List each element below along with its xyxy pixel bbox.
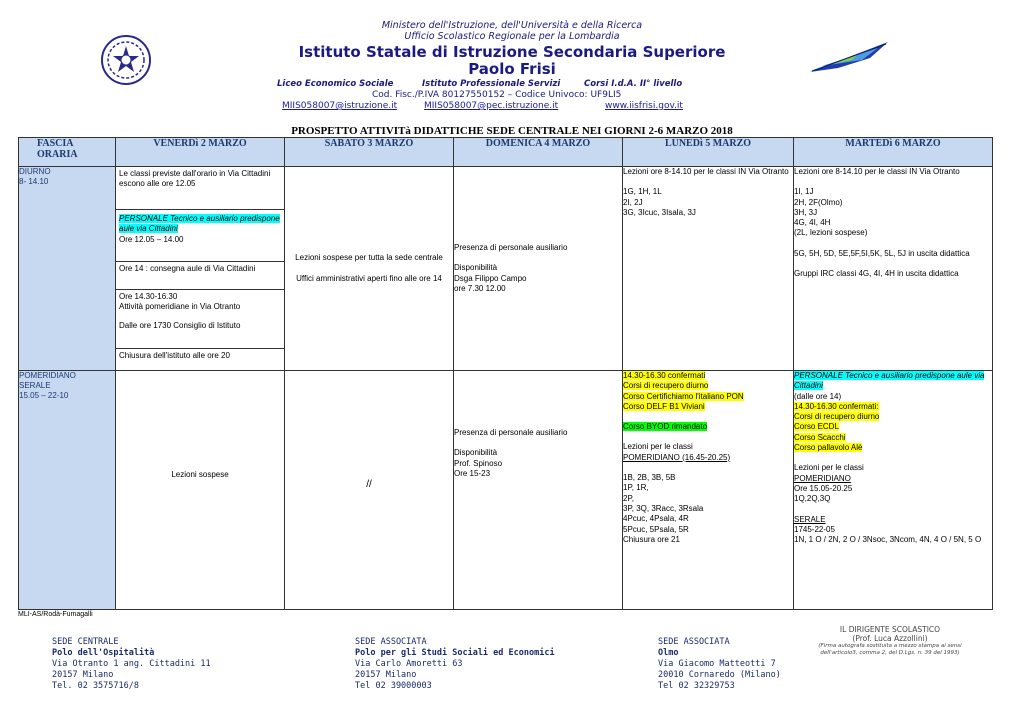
lun-pom-classi-2: 1P, 1R, [623, 483, 649, 493]
mar-pom-recupero: Corsi di recupero diurno [794, 412, 880, 422]
dirigente-name: (Prof. Luca Azzollini) [852, 634, 928, 643]
sede-centrale-address: Via Otranto 1 ang. Cittadini 11 [52, 659, 211, 669]
sede-associata-1-address: Via Carlo Amoretti 63 [355, 659, 463, 669]
ministry-line: Ministero dell'Istruzione, dell'Università e della Ricerca [381, 20, 643, 31]
sede-associata-2-title: SEDE ASSOCIATA [658, 637, 730, 647]
lun-pom-orario: POMERIDIANO (16.45-20.25) [623, 452, 731, 462]
fascia-pomeridiano-label: POMERIDIANO [19, 371, 76, 380]
footer-sede-centrale [52, 637, 211, 692]
ven-box-1 [116, 167, 284, 210]
cell-diurno-venerdi [116, 167, 285, 371]
ven-pom-sospese: Lezioni sospese [171, 469, 229, 479]
ven-consiglio: Dalle ore 1730 Consiglio di Istituto [119, 320, 241, 330]
cell-pom-venerdi [116, 371, 285, 610]
sede-associata-2-name: Olmo [658, 648, 679, 658]
lun-pom-recupero: Corsi di recupero diurno [623, 381, 709, 391]
sede-associata-1-city: 20157 Milano [355, 670, 417, 680]
sede-centrale-name: Polo dell'Ospitalità [52, 648, 155, 658]
mar-serale-classi: 1N, 1 O / 2N, 2 O / 3Nsoc, 3Ncom, 4N, 4 O / 5N, 5 O [794, 535, 982, 545]
sab-uffici: Uffici amministrativi aperti fino alle ore 14 [296, 273, 442, 283]
sede-associata-1-title: SEDE ASSOCIATA [355, 637, 427, 647]
dom-dsga: Dsga Filippo Campo [454, 273, 527, 283]
mar-pom-classi: 1Q,2Q,3Q [794, 494, 831, 504]
signature-note: (Firma autografa sostituita a mezzo stampa ai sensi dell'articolo3, comma 2, del D.Lgs. n. 39 del 1993) [818, 643, 962, 656]
ven-pomeriggio-activity: Attività pomeridiane in Via Otranto [119, 302, 241, 312]
mar-serale: SERALE [794, 514, 826, 524]
sede-associata-1-name: Polo per gli Studi Sociali ed Economici [355, 648, 555, 658]
cell-pom-sabato [285, 371, 454, 610]
lun-pom-lezioni: Lezioni per le classi [623, 442, 693, 452]
lun-pom-certifichiamo: Corso Certifichiamo l'italiano PON [623, 391, 744, 401]
lun-pom-classi-1: 1B, 2B, 3B, 5B [623, 473, 676, 483]
course-ida: Corsi I.d.A. II° livello [584, 79, 683, 89]
fiscal-codes: Cod. Fisc./P.IVA 80127550152 – Codice Univoco: UF9LI5 [372, 90, 622, 100]
mar-pom-scacchi: Corso Scacchi [794, 432, 846, 442]
ven-personale-highlight: PERSONALE Tecnico e ausiliario predispone aule via Cittadini [119, 214, 280, 234]
ven-box-4 [116, 290, 284, 349]
table-row-diurno [19, 167, 993, 371]
mar-classi-4: 4G, 4I, 4H [794, 218, 831, 228]
dom-pom-orario: Ore 15-23 [454, 468, 491, 478]
cell-pom-martedi [794, 371, 993, 610]
fascia-pomeridiano-hours: 15.05 – 22-10 [19, 391, 69, 400]
header-lunedi: LUNEDì 5 MARZO [623, 138, 794, 167]
letterhead [0, 20, 1024, 78]
mar-pom-dalle: (dalle ore 14) [794, 391, 842, 401]
mar-2l-sospese: (2L, lezioni sospese) [794, 228, 868, 238]
sede-associata-1-phone: Tel 02 39000003 [355, 681, 432, 691]
header-domenica: DOMENICA 4 MARZO [454, 138, 623, 167]
header-fascia: FASCIA ORARIA [19, 138, 116, 167]
office-line: Ufficio Scolastico Regionale per la Lombardia [404, 31, 620, 42]
mar-uscita-5: 5G, 5H, 5D, 5E,5F,5I,5K, 5L, 5J in uscita didattica [794, 248, 970, 258]
dom-orario: ore 7.30 12.00 [454, 283, 506, 293]
mar-irc: Gruppi IRC classi 4G, 4I, 4H in uscita didattica [794, 269, 959, 279]
cell-diurno-domenica [454, 167, 623, 371]
sede-centrale-title: SEDE CENTRALE [52, 637, 119, 647]
schedule-table [18, 137, 993, 610]
cell-diurno-sabato [285, 167, 454, 371]
dom-pom-prof: Prof. Spinoso [454, 458, 503, 468]
dom-pom-disponibilita: Disponibilità [454, 448, 498, 458]
cell-pom-lunedi [623, 371, 794, 610]
mar-pom-personale: PERSONALE Tecnico e ausiliario predispone aule via Cittadini [794, 371, 985, 391]
sede-centrale-phone: Tel. 02 3575716/8 [52, 681, 139, 691]
ven-note-1: Le classi previste dall'orario in Via Cittadini escono alle ore 12.05 [119, 169, 271, 189]
mar-pom-lezioni: Lezioni per le classi [794, 463, 864, 473]
cell-diurno-lunedi [623, 167, 794, 371]
dom-pom-presenza: Presenza di personale ausiliario [454, 428, 568, 437]
ven-box-2 [116, 210, 284, 262]
cell-diurno-martedi [794, 167, 993, 371]
dom-disponibilita: Disponibilità [454, 263, 498, 273]
sab-pom-none: // [366, 478, 372, 490]
mar-classi-2: 2H, 2F(Olmo) [794, 197, 843, 207]
sede-associata-2-address: Via Giacomo Matteotti 7 [658, 659, 776, 669]
mar-pom-pallavolo: Corso pallavolo Alè [794, 443, 863, 453]
ven-chiusura: Chiusura dell'istituto alle ore 20 [119, 351, 230, 360]
course-professionale: Istituto Professionale Servizi [422, 79, 561, 89]
fascia-diurno-label: DIURNO [19, 167, 51, 176]
mar-classi-1: 1I, 1J [794, 187, 814, 197]
header-martedi: MARTEDì 6 MARZO [794, 138, 993, 167]
website-link[interactable]: www.iisfrisi.gov.it [605, 101, 683, 111]
lun-pom-chiusura: Chiusura ore 21 [623, 534, 680, 544]
lun-pom-classi-3: 2P, [623, 493, 634, 503]
lun-classi-1: 1G, 1H, 1L [623, 187, 662, 197]
course-liceo: Liceo Economico Sociale [277, 79, 394, 89]
lun-classi-2: 2I, 2J [623, 197, 643, 207]
footer-sede-associata-1 [355, 637, 555, 692]
mar-pom-ecdl: Corso ECDL [794, 422, 839, 432]
dom-presenza: Presenza di personale ausiliario [454, 242, 568, 252]
mar-pom-pomeridiano: POMERIDIANO [794, 473, 851, 483]
table-header-row [19, 138, 993, 167]
header-venerdi: VENERDì 2 MARZO [116, 138, 285, 167]
mar-pom-orario: Ore 15.05-20.25 [794, 483, 853, 493]
header-sabato: SABATO 3 MARZO [285, 138, 454, 167]
lun-lezioni: Lezioni ore 8-14.10 per le classi IN Via Otranto [623, 167, 789, 176]
sab-lezioni-sospese: Lezioni sospese per tutta la sede centrale [295, 253, 443, 263]
ven-personale-time: Ore 12.05 – 14.00 [119, 234, 184, 244]
mar-serale-orario: 1745-22-05 [794, 524, 835, 534]
mar-classi-3: 3H, 3J [794, 207, 818, 217]
lun-pom-classi-4: 3P, 3Q, 3Racc, 3Rsala [623, 503, 704, 513]
fascia-diurno-hours: 8- 14.10 [19, 177, 49, 186]
institute-title: Istituto Statale di Istruzione Secondaria Superiore [298, 43, 726, 61]
institute-name: Paolo Frisi [468, 60, 556, 78]
ven-box-3 [116, 262, 284, 290]
mar-pom-confermati: 14.30-16.30 confermati: [794, 401, 879, 411]
lun-pom-delf: Corso DELF B1 Viviani [623, 401, 705, 411]
signature-block [805, 625, 975, 657]
ven-pomeriggio-time: Ore 14.30-16.30 [119, 292, 178, 301]
lun-pom-byod: Corso BYOD rimandato [623, 422, 708, 432]
lun-pom-classi-6: 5Pcuc, 5Psala, 5R [623, 524, 689, 534]
fascia-pomeridiano [19, 371, 116, 610]
fascia-serale-label: SERALE [19, 381, 51, 390]
pec-email-link[interactable]: MIIS058007@pec.istruzione.it [424, 101, 559, 111]
sede-associata-2-city: 20010 Cornaredo (Milano) [658, 670, 781, 680]
sede-associata-2-phone: Tel 02 32329753 [658, 681, 735, 691]
ven-consegna: Ore 14 : consegna aule di Via Cittadini [119, 264, 256, 273]
fascia-diurno [19, 167, 116, 371]
mar-lezioni: Lezioni ore 8-14.10 per le classi IN Via Otranto [794, 167, 960, 176]
email-link[interactable]: MIIS058007@istruzione.it [282, 101, 398, 111]
page-title: PROSPETTO ATTIVITà DIDATTICHE SEDE CENTRALE NEI GIORNI 2-6 MARZO 2018 [291, 125, 733, 137]
footer-sede-associata-2 [658, 637, 781, 692]
dirigente-title: IL DIRIGENTE SCOLASTICO [839, 625, 941, 634]
sede-centrale-city: 20157 Milano [52, 670, 114, 680]
cell-pom-domenica [454, 371, 623, 610]
lun-classi-3: 3G, 3Icuc, 3Isala, 3J [623, 207, 696, 217]
document-ref: MLI-AS/Rodà-Fumagalli [18, 611, 93, 618]
lun-pom-confermati: 14.30-16.30 confermati [623, 371, 706, 380]
lun-pom-classi-5: 4Pcuc, 4Psala, 4R [623, 514, 689, 524]
table-row-pomeridiano [19, 371, 993, 610]
